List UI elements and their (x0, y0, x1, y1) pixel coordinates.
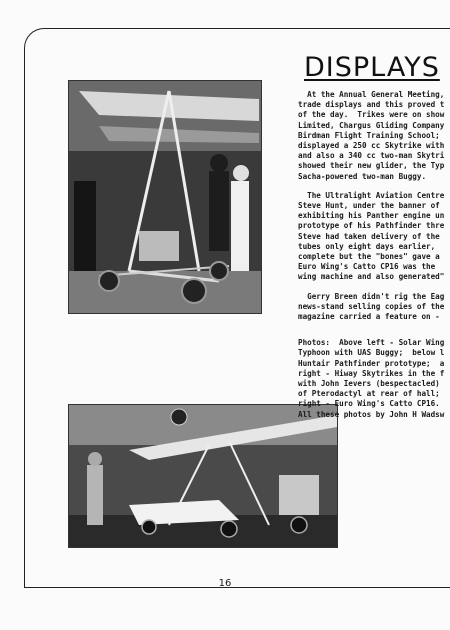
page-title: DISPLAYS (304, 52, 440, 83)
article-paragraph: The Ultralight Aviation Centre Steve Hunt, under the banner of exhibiting his Panther engine un prototype of his Pathfinder thre Steve had taken delivery of the tubes only eight days earlier, complete but the "bones" gave a Euro Wing's Catto CP16 was the wing machine and also generated" (298, 190, 445, 282)
article-column (298, 90, 450, 429)
trike-photo-icon (69, 81, 261, 313)
page-number: 16 (218, 578, 232, 589)
article-paragraph: At the Annual General Meeting, trade displays and this proved t of the day. Trikes were on show Limited, Chargus Gliding Company Birdman Flight Training School; displayed a 250 cc Skytrike with and also a 340 cc two-man Skytri showed their new glider, the Typ Sacha-powered two-man Buggy. (298, 90, 445, 181)
trike-photo-icon (69, 405, 337, 547)
top-photo (68, 80, 262, 314)
article-paragraph: Gerry Breen didn't rig the Eag news-stand selling copies of the magazine carried a feature on - (298, 291, 445, 322)
photo-captions: Photos: Above left - Solar Wing Typhoon with UAS Buggy; below l Huntair Pathfinder prototype; a right - Hiway Skytrikes in the f with John Ievers (bespectacled) of Pterodactyl at rear of hall; right - Euro Wing's Catto CP16. All these photos by John H Wadsw (298, 338, 445, 419)
